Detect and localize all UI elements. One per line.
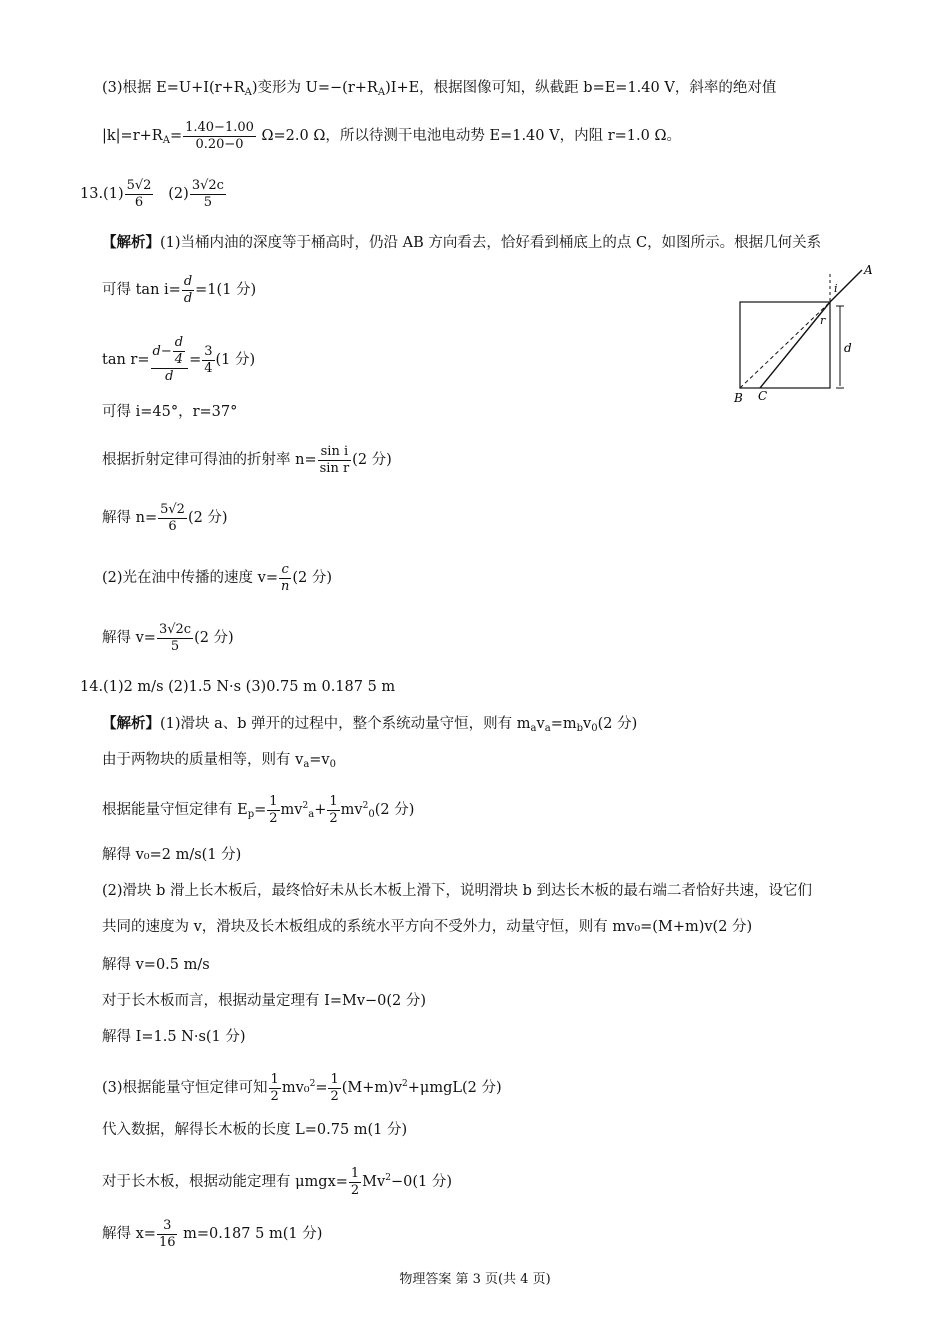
q14-line5: (2)滑块 b 滑上长木板后，最终恰好未从长木板上滑下，说明滑块 b 到达长木板的最右端二者恰好共速，设它们 <box>102 883 813 899</box>
text: (2 分) <box>597 716 638 732</box>
label-C: C <box>758 389 768 403</box>
label-A: A <box>864 263 873 277</box>
frac-den: 2 <box>329 810 338 826</box>
frac-num: 1 <box>330 1071 339 1087</box>
text: mv <box>280 802 303 818</box>
text: |k|=r+R <box>102 128 163 144</box>
subscript: 0 <box>368 809 375 820</box>
superscript: 2 <box>362 801 369 811</box>
frac-den: 16 <box>158 1234 176 1250</box>
text: 可得 tan i= <box>102 282 181 298</box>
text: )I+E，根据图像可知，纵截距 b=E=1.40 V，斜率的绝对值 <box>385 80 777 96</box>
text: m=0.187 5 m(1 分) <box>183 1226 323 1242</box>
frac-num: 3√2c <box>158 621 192 637</box>
q14-line3 <box>102 788 414 833</box>
text: v <box>536 716 545 732</box>
text: (2 分) <box>352 452 392 468</box>
q14-line13 <box>102 1216 322 1252</box>
frac-num: 1.40−1.00 <box>185 119 254 135</box>
frac-num: d <box>174 335 184 350</box>
label-r: r <box>820 314 826 327</box>
text: mv₀ <box>281 1080 310 1096</box>
text: 解得 n= <box>102 510 158 526</box>
frac-den: sin r <box>319 460 350 476</box>
frac-den: 2 <box>269 810 278 826</box>
text: (3)根据能量守恒定律可知 <box>102 1080 268 1096</box>
superscript: 2 <box>385 1173 391 1183</box>
text: tan r= <box>102 352 150 368</box>
text: (3)根据 E=U+I(r+R <box>102 80 245 96</box>
superscript: 2 <box>302 801 309 811</box>
text: −0(1 分) <box>390 1174 452 1190</box>
superscript: 2 <box>402 1079 408 1089</box>
frac-num: 3 <box>204 343 213 359</box>
text: + <box>314 802 327 818</box>
frac-den: 5 <box>203 194 212 210</box>
text: Mv <box>362 1174 386 1190</box>
q14-line2 <box>102 750 336 775</box>
label-i: i <box>834 282 838 295</box>
frac-den: 2 <box>270 1088 279 1104</box>
part3-line2: $|k|=r+R_A=$ $\frac{1.40-1.00}{0.20-0}$ Ω=2.0 Ω，所以待测干电池电动势 E=1.40 V，内阻 r=1.0 Ω。 <box>102 119 681 152</box>
frac-num: c <box>279 562 291 579</box>
text: 解得 v= <box>102 630 156 646</box>
q14-answer: 14.(1)2 m/s (2)1.5 N·s (3)0.75 m 0.187 5 m <box>80 679 396 695</box>
frac-num: 1 <box>329 793 338 809</box>
q13-line6 <box>102 500 228 536</box>
frac-num: 3√2c <box>191 177 224 193</box>
analysis-label: 【解析】 <box>102 234 160 251</box>
superscript: 2 <box>309 1079 316 1089</box>
q14-line7: 解得 v=0.5 m/s <box>102 957 210 973</box>
subscript: p <box>247 809 255 820</box>
q13-line7 <box>102 560 332 596</box>
frac-den: n <box>281 578 290 594</box>
subscript: a <box>544 723 551 734</box>
frac-den: 4 <box>204 360 213 376</box>
text: 根据能量守恒定律有 E <box>102 802 248 818</box>
frac-num: 1 <box>350 1165 360 1181</box>
frac-den: 2 <box>350 1182 360 1198</box>
text: (M+m)v <box>341 1080 403 1096</box>
text: =v <box>309 752 330 768</box>
q13-line2 <box>102 272 256 308</box>
text: Ω=2.0 Ω，所以待测干电池电动势 E=1.40 V，内阻 r=1.0 Ω。 <box>261 128 681 144</box>
q13-line1 <box>102 233 821 253</box>
text: 根据折射定律可得油的折射率 n= <box>102 452 317 468</box>
analysis-label: 【解析】 <box>102 715 160 732</box>
text: mv <box>340 802 363 818</box>
text: d− <box>152 344 172 359</box>
text: (2 分) <box>292 570 333 586</box>
q13-line5 <box>102 442 392 478</box>
q13-line3 <box>102 330 255 390</box>
text: (2 分) <box>187 510 228 526</box>
frac-den: 0.20−0 <box>195 136 244 152</box>
subscript: a <box>530 723 537 734</box>
text: (1)当桶内油的深度等于桶高时，仍沿 AB 方向看去，恰好看到桶底上的点 C，如图所示。根据几何关系 <box>160 235 822 251</box>
subscript: a <box>308 809 315 820</box>
dashed-ray <box>740 302 830 388</box>
text: = <box>315 1080 328 1096</box>
frac-num: sin i <box>318 444 352 461</box>
text: )变形为 U=−(r+R <box>251 80 378 96</box>
subscript: a <box>303 759 310 770</box>
q13-line8 <box>102 620 234 656</box>
q14-line1 <box>102 714 637 739</box>
label-B: B <box>734 391 743 405</box>
frac-den: 5 <box>170 638 180 654</box>
text: (2 分) <box>374 802 415 818</box>
q14-line8: 对于长木板而言，根据动量定理有 I=Mv−0(2 分) <box>102 993 427 1009</box>
q14-line10 <box>102 1066 502 1106</box>
text: v <box>583 716 592 732</box>
text: = <box>189 352 202 368</box>
label-d: d <box>844 341 852 355</box>
q13-line4: 可得 i=45°，r=37° <box>102 404 238 420</box>
frac-num: 3 <box>157 1218 178 1235</box>
frac-den: 2 <box>330 1088 339 1104</box>
text: =m <box>550 716 577 732</box>
frac-num <box>151 335 189 369</box>
text: (2) <box>168 186 189 202</box>
page-footer: 物理答案 第 3 页(共 4 页) <box>399 1272 551 1287</box>
text: 由于两物块的质量相等，则有 v <box>102 752 304 768</box>
text: (2)光在油中传播的速度 v= <box>102 570 278 586</box>
part3-line1: (3)根据 $E=U+I(r+R_A)$变形为 $U=-(r+R_A)I+E$，根据图像可知，纵截距 b=E=1.40 V，斜率的绝对值 <box>102 80 777 98</box>
frac-num: 1 <box>270 1071 279 1087</box>
q14-line4: 解得 v₀=2 m/s(1 分) <box>102 847 242 863</box>
subscript: 0 <box>329 759 336 770</box>
frac-num: 5√2 <box>126 177 152 193</box>
frac-den: d <box>165 369 174 384</box>
frac-den: d <box>183 290 193 306</box>
frac-num: 1 <box>269 793 278 809</box>
frac-den: 4 <box>174 352 184 367</box>
q14-line9: 解得 I=1.5 N·s(1 分) <box>102 1029 246 1045</box>
frac-num: d <box>183 273 193 289</box>
q13-number: 13.(1) <box>80 186 124 202</box>
q14-line6: 共同的速度为 v，滑块及长木板组成的系统水平方向不受外力，动量守恒，则有 mv₀=(M+m)v(2 分) <box>102 919 753 935</box>
text: =1(1 分) <box>195 282 257 298</box>
q13-answer <box>80 176 227 212</box>
q14-line11: 代入数据，解得长木板的长度 L=0.75 m(1 分) <box>102 1122 408 1138</box>
subscript: 0 <box>591 723 598 734</box>
text: 解得 x= <box>102 1226 156 1242</box>
text: = <box>254 802 267 818</box>
text: +μmgL(2 分) <box>407 1080 502 1096</box>
frac-den: 6 <box>168 518 177 534</box>
q14-line12 <box>102 1160 452 1200</box>
text: (1)滑块 a、b 弹开的过程中，整个系统动量守恒，则有 m <box>160 716 531 732</box>
text: (1 分) <box>215 352 256 368</box>
frac-num: 5√2 <box>160 501 185 517</box>
text: 对于长木板，根据动能定理有 μmgx= <box>102 1174 348 1190</box>
subscript: b <box>576 723 583 734</box>
frac-den: 6 <box>134 194 144 210</box>
bucket-diagram <box>730 262 880 407</box>
text: (2 分) <box>194 630 234 646</box>
